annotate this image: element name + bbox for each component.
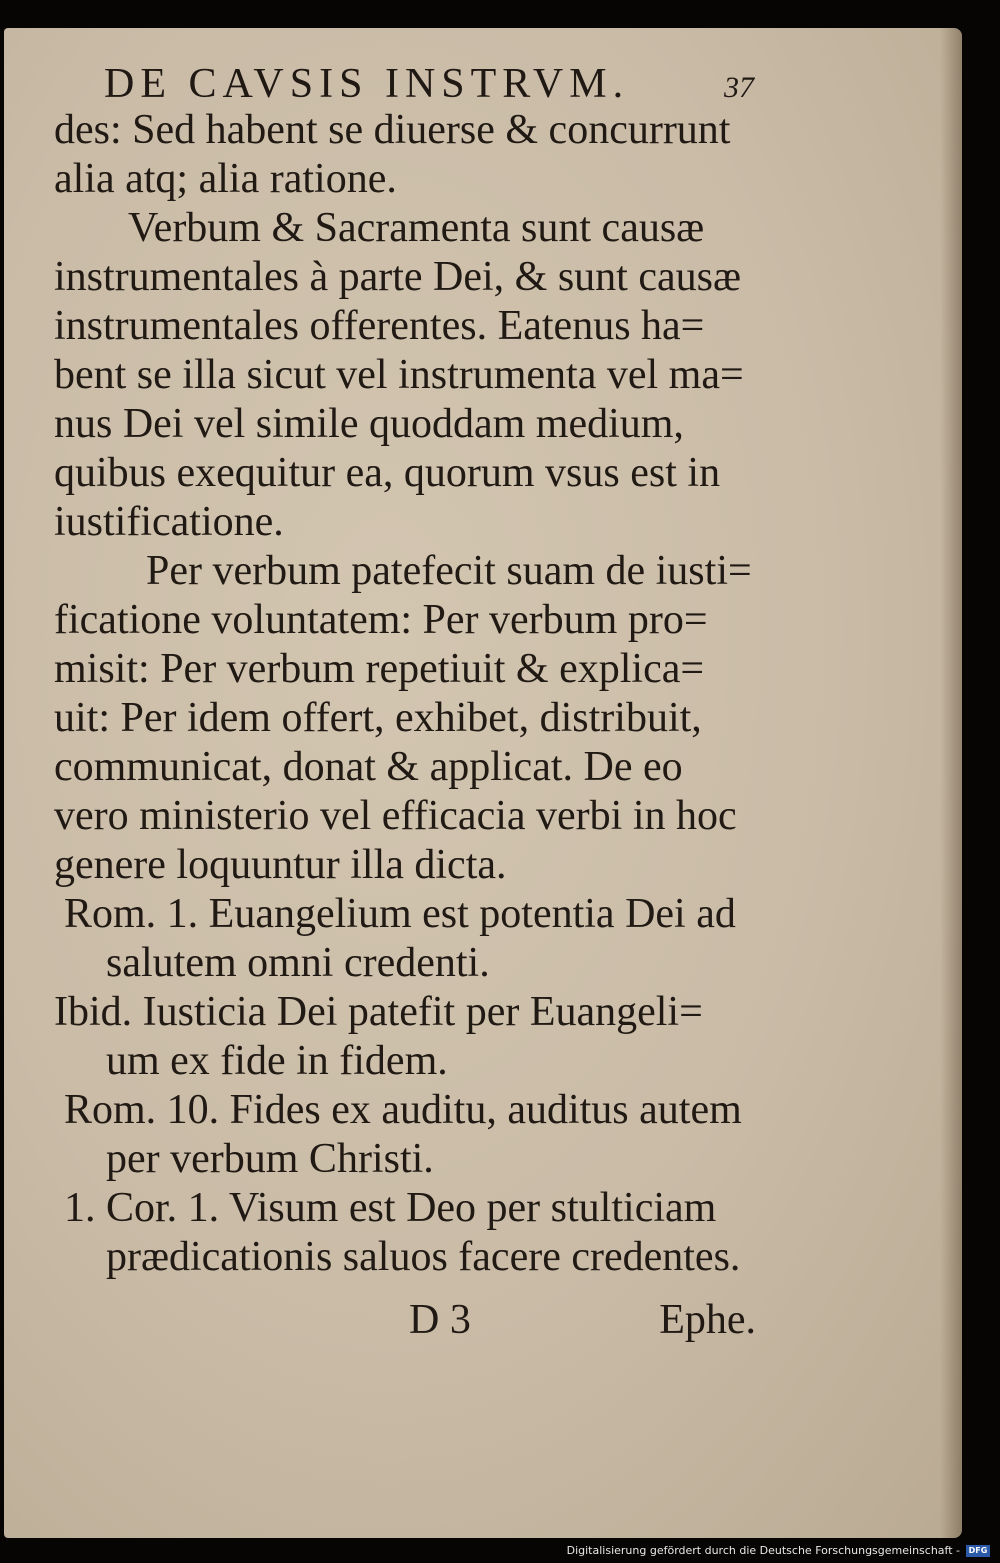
page-number: 37 xyxy=(724,71,754,104)
text-line: misit: Per verbum repetiuit & explica= xyxy=(54,646,705,692)
signature-mark: D 3 xyxy=(409,1297,471,1343)
text-line: nus Dei vel simile quoddam medium, xyxy=(54,401,684,447)
text-line: instrumentales à parte Dei, & sunt causæ xyxy=(54,254,741,300)
text-line: genere loquuntur illa dicta. xyxy=(54,842,507,888)
text-line: vero ministerio vel efficacia verbi in hoc xyxy=(54,793,737,839)
text-line: communicat, donat & applicat. De eo xyxy=(54,744,683,790)
text-line: quibus exequitur ea, quorum vsus est in xyxy=(54,450,721,496)
running-head xyxy=(104,60,754,108)
text-line: Verbum & Sacramenta sunt causæ xyxy=(128,205,705,251)
text-line: salutem omni credenti. xyxy=(106,940,490,986)
page-footer xyxy=(54,1296,764,1346)
dfg-logo-icon: DFG xyxy=(966,1545,990,1557)
text-line: Ibid. Iusticia Dei patefit per Euangeli= xyxy=(54,989,703,1035)
text-line: per verbum Christi. xyxy=(106,1136,434,1182)
credit-text: Digitalisierung gefördert durch die Deutsche Forschungsgemeinschaft - xyxy=(566,1544,960,1557)
text-line: alia atq; alia ratione. xyxy=(54,156,397,202)
digitization-credit xyxy=(567,1544,990,1557)
text-line: Per verbum patefecit suam de iusti= xyxy=(146,548,752,594)
text-line: iustificatione. xyxy=(54,499,284,545)
running-title: DE CAVSIS INSTRVM. xyxy=(104,61,630,107)
text-line: ficatione voluntatem: Per verbum pro= xyxy=(54,597,708,643)
text-line: Rom. 1. Euangelium est potentia Dei ad xyxy=(64,891,736,937)
text-line: instrumentales offerentes. Eatenus ha= xyxy=(54,303,705,349)
text-line: 1. Cor. 1. Visum est Deo per stulticiam xyxy=(64,1185,717,1231)
text-line: des: Sed habent se diuerse & concurrunt xyxy=(54,107,731,153)
catchword: Ephe. xyxy=(659,1297,756,1343)
text-line: bent se illa sicut vel instrumenta vel ma= xyxy=(54,352,744,398)
body-text xyxy=(54,106,764,1282)
text-line: Rom. 10. Fides ex auditu, auditus autem xyxy=(64,1087,742,1133)
text-line: uit: Per idem offert, exhibet, distribuit, xyxy=(54,695,702,741)
text-line: prædicationis saluos facere credentes. xyxy=(106,1234,741,1280)
text-line: um ex fide in fidem. xyxy=(106,1038,448,1084)
book-page xyxy=(4,28,962,1538)
